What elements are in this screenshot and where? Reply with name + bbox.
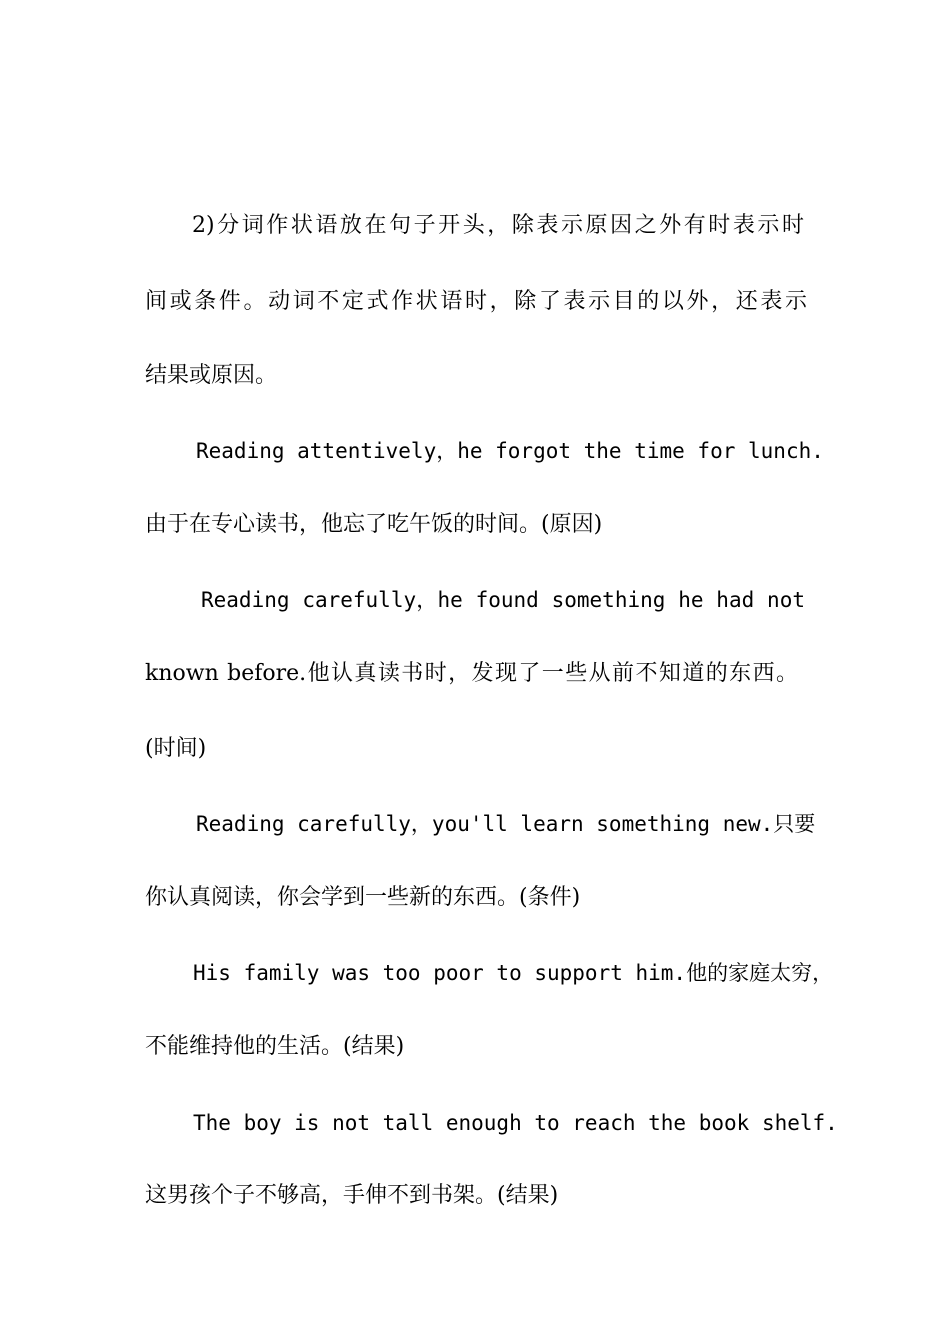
example-sentence-5: The boy is not tall enough to reach the book shelf.: [193, 1111, 838, 1135]
example-sentence-3: Reading carefully，you'll learn something new.只要: [196, 812, 816, 836]
example-sentence-4: His family was too poor to support him.他的家庭太穷，: [193, 961, 834, 985]
paragraph-line-3: 结果或原因。: [145, 363, 278, 388]
translation-1: 由于在专心读书，他忘了吃午饭的时间。(原因): [145, 512, 603, 537]
paragraph-line-2: 间或条件。动词不定式作状语时，除了表示目的以外，还表示: [145, 289, 807, 314]
translation-3: 你认真阅读，你会学到一些新的东西。(条件): [145, 885, 581, 910]
paragraph-line-1: 2)分词作状语放在句子开头，除表示原因之外有时表示时: [192, 213, 804, 238]
translation-5: 这男孩个子不够高，手伸不到书架。(结果): [145, 1183, 559, 1208]
translation-2-label: (时间): [145, 736, 207, 761]
example-sentence-2: Reading carefully，he found something he had not: [201, 588, 805, 612]
example-sentence-2-cont: known before.他认真读书时，发现了一些从前不知道的东西。: [145, 661, 798, 686]
translation-4: 不能维持他的生活。(结果): [145, 1034, 405, 1059]
example-sentence-1: Reading attentively，he forgot the time for lunch.: [196, 439, 824, 463]
